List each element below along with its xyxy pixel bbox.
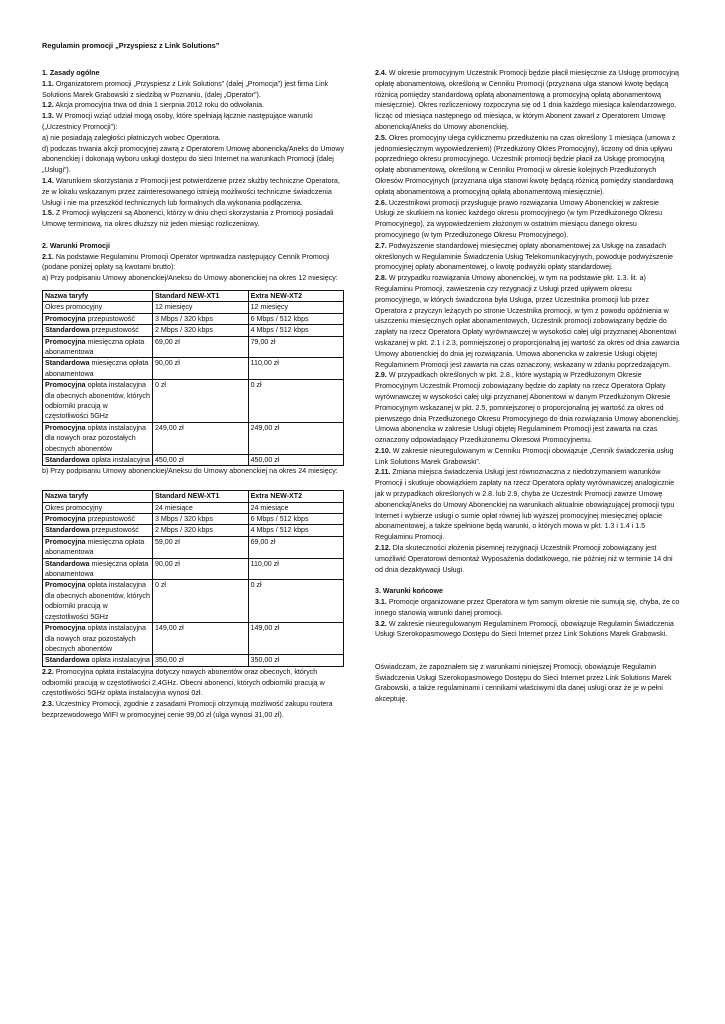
table-row bbox=[43, 536, 344, 558]
paragraph-text: W przypadku rozwiązania Umowy abonenckiej, w tym na podstawie pkt. 1.3. lit. a) Regulaminu Promocji, zawieszenia czy rezygnacji z Usługi przed upływem okresu promocyjnego, w których świadczona była Usługa, przez Uczestnika promocji lub przez Operatora z przyczyn leżących po stronie Uczestnika promocji, w tym z powodu opóźnienia w uiszczeniu miesięcznych opłat abonamentowych, Uczestnik promocji zobowiązany będzie do zapłaty na rzecz Operatora Opłaty wyrównawczej w wysokości całej ulgi przyznanej Abonentowi wskazanej w pkt. 2.1 i 2.3, pomniejszonej o proporcjonalną jej wartość za okres od dnia zawarcia Umowy abonenckiej do dnia jej rozwiązania. Umowa abonencka w zakresie Usługi objętej Regulaminem Promocji jest zawarta na czas oznaczony, wskazany w zdaniu poprzedzającym. bbox=[375, 274, 680, 369]
paragraph-2-4 bbox=[375, 68, 680, 133]
row-label: Standardowa miesięczna opłata abonamentowa bbox=[43, 558, 153, 580]
table-row bbox=[43, 313, 344, 324]
paragraph-1-3 bbox=[42, 111, 344, 133]
cell-extra: 6 Mbps / 512 kbps bbox=[248, 313, 343, 324]
cell-standard: 2 Mbps / 320 kbps bbox=[152, 325, 248, 336]
row-label: Standardowa miesięczna opłata abonamentowa bbox=[43, 358, 153, 380]
cell-standard: 90,00 zł bbox=[152, 558, 248, 580]
paragraph-text: Podwyższenie standardowej miesięcznej opłaty abonamentowej za Usługę na zasadach określonych w Regulaminie Świadczenia Usług Telekomunikacyjnych, powoduje podwyższenie promocyjnej opłaty abonamentowej, o kwotę podwyżki opłaty standardowej. bbox=[375, 241, 673, 272]
cell-standard: 2 Mbps / 320 kbps bbox=[152, 525, 248, 536]
paragraph-2-7 bbox=[375, 241, 680, 273]
paragraph-number: 2.10. bbox=[375, 446, 391, 455]
paragraph-text: Dla skuteczności złożenia pisemnej rezygnacji Uczestnik Promocji zobowiązany jest umożliwić Operatorowi demontaż Wyposażenia dodatkowego, nie później niż w terminie 14 dni od dnia dezaktywacji Usługi. bbox=[375, 544, 673, 574]
cell-extra: 6 Mbps / 512 kbps bbox=[248, 514, 343, 525]
paragraph-2-1-a: a) Przy podpisaniu Umowy abonenckiej/Aneksu do Umowy abonenckiej na okres 12 miesięcy: bbox=[42, 274, 338, 283]
cell-standard: 0 zł bbox=[152, 380, 248, 423]
cell-extra: 79,00 zł bbox=[248, 336, 343, 358]
cell-extra: 110,00 zł bbox=[248, 358, 343, 380]
paragraph-number: 2.1. bbox=[42, 252, 54, 261]
paragraph-number: 3.1. bbox=[375, 598, 387, 607]
paragraph-3-2 bbox=[375, 619, 680, 641]
cell-extra: 450,00 zł bbox=[248, 455, 343, 466]
paragraph-text: Warunkiem skorzystania z Promocji jest potwierdzenie przez służby techniczne Operatora, że w lokalu wskazanym przez zainteresowanego istnieją możliwości techniczne świadczenia Usługi i nie ma przeszkód technicznych lub formalnych dla wykonania podłączenia. bbox=[42, 176, 340, 207]
cell-extra: 4 Mbps / 512 kbps bbox=[248, 325, 343, 336]
table-row bbox=[43, 655, 344, 666]
document-page bbox=[42, 38, 682, 1008]
cell-extra: 350,00 zł bbox=[248, 655, 343, 666]
table-header: Nazwa taryfy bbox=[43, 290, 153, 301]
cell-standard: 350,00 zł bbox=[152, 655, 248, 666]
paragraph-1-4 bbox=[42, 176, 344, 208]
table-header-row bbox=[43, 290, 344, 301]
paragraph-number: 1.5. bbox=[42, 209, 54, 218]
row-label: Standardowa opłata instalacyjna bbox=[43, 455, 153, 466]
paragraph-text: Na podstawie Regulaminu Promocji Operator wprowadza następujący Cennik Promocji (podane poniżej opłaty są kwotami brutto): bbox=[42, 252, 330, 272]
table-row bbox=[43, 302, 344, 313]
cell-standard: 249,00 zł bbox=[152, 422, 248, 454]
table-row bbox=[43, 380, 344, 423]
cell-standard: 450,00 zł bbox=[152, 455, 248, 466]
paragraph-text: W zakresie nieuregulowanym Regulaminem Promocji, obowiązuje Regulamin Świadczenia Usługi Szerokopasmowego Dostępu do Sieci Internet przez Link Solutions Marek Grabowski. bbox=[375, 619, 674, 639]
cell-standard: 90,00 zł bbox=[152, 358, 248, 380]
paragraph-2-12 bbox=[375, 543, 680, 575]
cell-extra: 149,00 zł bbox=[248, 623, 343, 655]
table-row bbox=[43, 514, 344, 525]
paragraph-text: Promocyjna opłata instalacyjna dotyczy nowych abonentów oraz obecnych, których odbiorniki pracują w częstotliwości 2,4GHz. Obecni abonenci, których odbiorniki pracują w częstotliwości 5GHz opłata instalacyjna wynosi 0zł. bbox=[42, 667, 325, 698]
table-row bbox=[43, 525, 344, 536]
paragraph-number: 2.9. bbox=[375, 371, 387, 380]
paragraph-number: 2.5. bbox=[375, 133, 387, 142]
document-title: Regulamin promocji „Przyspiesz z Link Solutions” bbox=[42, 41, 220, 50]
row-label: Standardowa przepustowość bbox=[43, 325, 153, 336]
cell-standard: 3 Mbps / 320 kbps bbox=[152, 514, 248, 525]
table-row bbox=[43, 502, 344, 513]
section-2-heading: 2. Warunki Promocji bbox=[42, 241, 110, 250]
paragraph-text: W zakresie nieuregulowanym w Cenniku Promocji obowiązuje „Cennik świadczenia usług Link Solutions Marek Grabowski”. bbox=[375, 446, 674, 466]
table-row bbox=[43, 455, 344, 466]
paragraph-2-8 bbox=[375, 273, 680, 370]
cell-standard: 69,00 zł bbox=[152, 336, 248, 358]
paragraph-number: 3.2. bbox=[375, 619, 387, 628]
row-label: Standardowa opłata instalacyjna bbox=[43, 655, 153, 666]
table-row bbox=[43, 580, 344, 623]
table-row bbox=[43, 623, 344, 655]
paragraph-text: Uczestnikowi promocji przysługuje prawo rozwiązania Umowy Abonenckiej w zakresie Usługi ze skutkiem na koniec każdego okresu promocyjnego (w tym Przedłużonego Okresu Promocyjnego), za wypowiedzeniem złożonym w ostatnim miesiącu danego okresu promocyjnego (w tym Przedłużonego Okresu Promocyjnego). bbox=[375, 198, 663, 239]
row-label: Promocyjna przepustowość bbox=[43, 514, 153, 525]
paragraph-number: 1.3. bbox=[42, 112, 54, 121]
paragraph-2-1-b: b) Przy podpisaniu Umowy abonenckiej/Aneksu do Umowy abonenckiej na okres 24 miesięcy: bbox=[42, 467, 338, 476]
table-header: Extra NEW-XT2 bbox=[248, 290, 343, 301]
right-column bbox=[375, 68, 680, 705]
paragraph-1-3-d: d) podczas trwania akcji promocyjnej zawrą z Operatorem Umowę abonencką/Aneks do Umowy abonenckiej i dokonają wyboru usługi dostępu do sieci Internet na warunkach Promocji (dalej „Usługi”). bbox=[42, 144, 345, 175]
paragraph-2-9 bbox=[375, 370, 680, 446]
paragraph-2-2 bbox=[42, 667, 344, 699]
paragraph-text: Organizatorem promocji „Przyspiesz z Link Solutions” (dalej „Promocja”) jest firma Link Solutions Marek Grabowski z siedzibą w Poznaniu, (dalej „Operator”). bbox=[42, 79, 329, 99]
table-header: Standard NEW-XT1 bbox=[152, 491, 248, 502]
paragraph-2-1 bbox=[42, 252, 344, 274]
table-header: Nazwa taryfy bbox=[43, 491, 153, 502]
row-label: Okres promocyjny bbox=[43, 302, 153, 313]
table-row bbox=[43, 336, 344, 358]
cell-standard: 3 Mbps / 320 kbps bbox=[152, 313, 248, 324]
paragraph-1-3-a: a) nie posiadają zaległości płatniczych wobec Operatora. bbox=[42, 133, 221, 142]
paragraph-number: 1.4. bbox=[42, 176, 54, 185]
paragraph-2-11 bbox=[375, 467, 680, 543]
paragraph-number: 2.8. bbox=[375, 274, 387, 283]
row-label: Promocyjna opłata instalacyjna dla nowych oraz pozostałych obecnych abonentów bbox=[43, 422, 153, 454]
table-header: Extra NEW-XT2 bbox=[248, 491, 343, 502]
paragraph-1-5 bbox=[42, 208, 344, 230]
paragraph-number: 2.7. bbox=[375, 241, 387, 250]
paragraph-text: Akcja promocyjna trwa od dnia 1 sierpnia 2012 roku do odwołania. bbox=[53, 101, 265, 110]
paragraph-number: 2.6. bbox=[375, 198, 387, 207]
section-1-heading: 1. Zasady ogólne bbox=[42, 69, 100, 77]
left-column bbox=[42, 68, 344, 721]
cell-extra: 12 miesięcy bbox=[248, 302, 343, 313]
row-label: Promocyjna miesięczna opłata abonamentowa bbox=[43, 336, 153, 358]
table-row bbox=[43, 422, 344, 454]
pricing-table-24-months bbox=[42, 490, 344, 667]
row-label: Promocyjna opłata instalacyjna dla obecnych abonentów, których odbiorniki pracują w częstotliwości 5GHz bbox=[43, 580, 153, 623]
paragraph-number: 2.4. bbox=[375, 69, 387, 77]
paragraph-number: 1.2. bbox=[42, 101, 54, 110]
table-header: Standard NEW-XT1 bbox=[152, 290, 248, 301]
paragraph-3-1 bbox=[375, 597, 680, 619]
cell-extra: 24 miesiące bbox=[248, 502, 343, 513]
row-label: Standardowa przepustowość bbox=[43, 525, 153, 536]
section-3-heading: 3. Warunki końcowe bbox=[375, 587, 443, 596]
cell-extra: 249,00 zł bbox=[248, 422, 343, 454]
cell-extra: 0 zł bbox=[248, 380, 343, 423]
row-label: Promocyjna miesięczna opłata abonamentowa bbox=[43, 536, 153, 558]
paragraph-text: Uczestnicy Promocji, zgodnie z zasadami Promocji otrzymują możliwość zakupu routera bezprzewodowego WIFI w promocyjnej cenie 99,00 zł (ulga wynosi 31,00 zł). bbox=[42, 700, 333, 719]
row-label: Promocyjna przepustowość bbox=[43, 313, 153, 324]
paragraph-number: 2.11. bbox=[375, 468, 391, 477]
cell-standard: 0 zł bbox=[152, 580, 248, 623]
paragraph-2-5 bbox=[375, 133, 680, 198]
paragraph-text: W przypadkach określonych w pkt. 2.8., które wystąpią w Przedłużonym Okresie Promocyjnym Uczestnik Promocji zobowiązany będzie do zapłaty na rzecz Operatora Opłaty wyrównawczej w wysokości całej ulgi przyznanej Abonentowi w danym Przedłużonym Okresie Promocyjnym wskazanej w pkt. 2.5, pomniejszonej o proporcjonalną jej wartość za okres od pierwszego dnia Przedłużonego Okresu Promocyjnego do dnia rozwiązania Umowy abonenckiej. Umowa abonencka w zakresie Usługi objętej Regulaminem Promocji jest zawarta na czas oznaczony odpowiadający Przedłużonemu Okresowi Promocyjnemu. bbox=[375, 371, 680, 445]
row-label: Okres promocyjny bbox=[43, 502, 153, 513]
paragraph-number: 2.2. bbox=[42, 667, 54, 676]
pricing-table-12-months bbox=[42, 290, 344, 467]
cell-standard: 59,00 zł bbox=[152, 536, 248, 558]
paragraph-1-1 bbox=[42, 79, 344, 101]
paragraph-text: W okresie promocyjnym Uczestnik Promocji będzie płacił miesięcznie za Usługę promocyjną opłatę abonamentową, określoną w Cenniku Promocji (przyznana ulga stanowi kwotę będącą różnicą pomiędzy standardową opłatą abonamentową a promocyjną opłatą abonamentową miesięcznie). Okres rozliczeniowy rozpoczyna się od 1 dnia każdego miesiąca kalendarzowego, licząc od miesiąca następnego od miesiąca, w którym Abonent zawarł z Operatorem Umowę abonencką/Aneks do Umowy abonenckiej. bbox=[375, 69, 679, 131]
paragraph-number: 2.12. bbox=[375, 544, 391, 553]
paragraph-text: Okres promocyjny ulega cyklicznemu przedłużeniu na czas określony 1 miesiąca (umowa z jednomiesięcznym wypowiedzeniem) (Przedłużony Okres Promocyjny), liczony od dnia upływu poprzedniego okresu promocyjnego. Uczestnik promocji będzie płacił za Usługę promocyjną opłatę abonamentową, określoną w Cenniku Promocji w okresie kolejnych Przedłużonych Okresów Promocyjnych (przyznana ulga stanowi kwotę będącą różnicą pomiędzy standardową opłatą abonamentową a promocyjną opłatą abonamentową miesięcznie). bbox=[375, 133, 676, 196]
cell-standard: 149,00 zł bbox=[152, 623, 248, 655]
paragraph-text: Promocje organizowane przez Operatora w tym samym okresie nie sumują się, chyba, że co innego stanowią warunki danej promocji. bbox=[375, 598, 680, 617]
paragraph-text: Zmiana miejsca świadczenia Usługi jest równoznaczna z niedotrzymaniem warunków Promocji i skutkuje obowiązkiem zapłaty na rzecz Operatora opłaty wyrównawczej analogicznie jak w przypadkach określonych w 2.8. lub 2.9, chyba że Uczestnik Promocji zawrze Umowę abonencką/Aneks do Umowy Abonenckiej na warunkach aktualnie obowiązującej promocji typu Internet i wybierze usługi o sumie opłat równej lub wyższej promocyjnej miesięcznej opłacie abonamentowej, a także spełnione będą warunki, o których mowa w pkt. 1.3 i 1.4 i 1.5 Regulaminu Promocji. bbox=[375, 468, 675, 542]
cell-extra: 110,00 zł bbox=[248, 558, 343, 580]
table-row bbox=[43, 325, 344, 336]
row-label: Promocyjna opłata instalacyjna dla nowych oraz pozostałych obecnych abonentów bbox=[43, 623, 153, 655]
cell-standard: 12 miesięcy bbox=[152, 302, 248, 313]
cell-extra: 69,00 zł bbox=[248, 536, 343, 558]
paragraph-text: W Promocji wziąć udział mogą osoby, które spełniają łącznie następujące warunki („Uczestnicy Promocji”): bbox=[42, 112, 313, 131]
row-label: Promocyjna opłata instalacyjna dla obecnych abonentów, których odbiorniki pracują w częstotliwości 5GHz bbox=[43, 380, 153, 423]
paragraph-2-3 bbox=[42, 699, 344, 721]
cell-extra: 0 zł bbox=[248, 580, 343, 623]
table-row bbox=[43, 558, 344, 580]
table-row bbox=[43, 358, 344, 380]
paragraph-1-2 bbox=[42, 100, 344, 111]
paragraph-2-6 bbox=[375, 198, 680, 241]
paragraph-text: Z Promocji wyłączeni są Abonenci, którzy w dniu chęci skorzystania z Promocji posiadali Umowę terminową, na okres dłuższy niż jeden miesiąc rozliczeniowy. bbox=[42, 209, 334, 229]
cell-standard: 24 miesiące bbox=[152, 502, 248, 513]
table-header-row bbox=[43, 491, 344, 502]
paragraph-2-10 bbox=[375, 446, 680, 468]
paragraph-number: 1.1. bbox=[42, 79, 54, 88]
paragraph-number: 2.3. bbox=[42, 700, 54, 709]
cell-extra: 4 Mbps / 512 kbps bbox=[248, 525, 343, 536]
declaration-text: Oświadczam, że zapoznałem się z warunkami niniejszej Promocji, obowiązuje Regulamin Świadczenia Usługi Szerokopasmowego Dostępu do Sieci Internet przez Link Solutions Marek Grabowski, a także regulaminami i cennikami właściwymi dla danej usługi oraz że je w pełni akceptuję. bbox=[375, 662, 672, 704]
